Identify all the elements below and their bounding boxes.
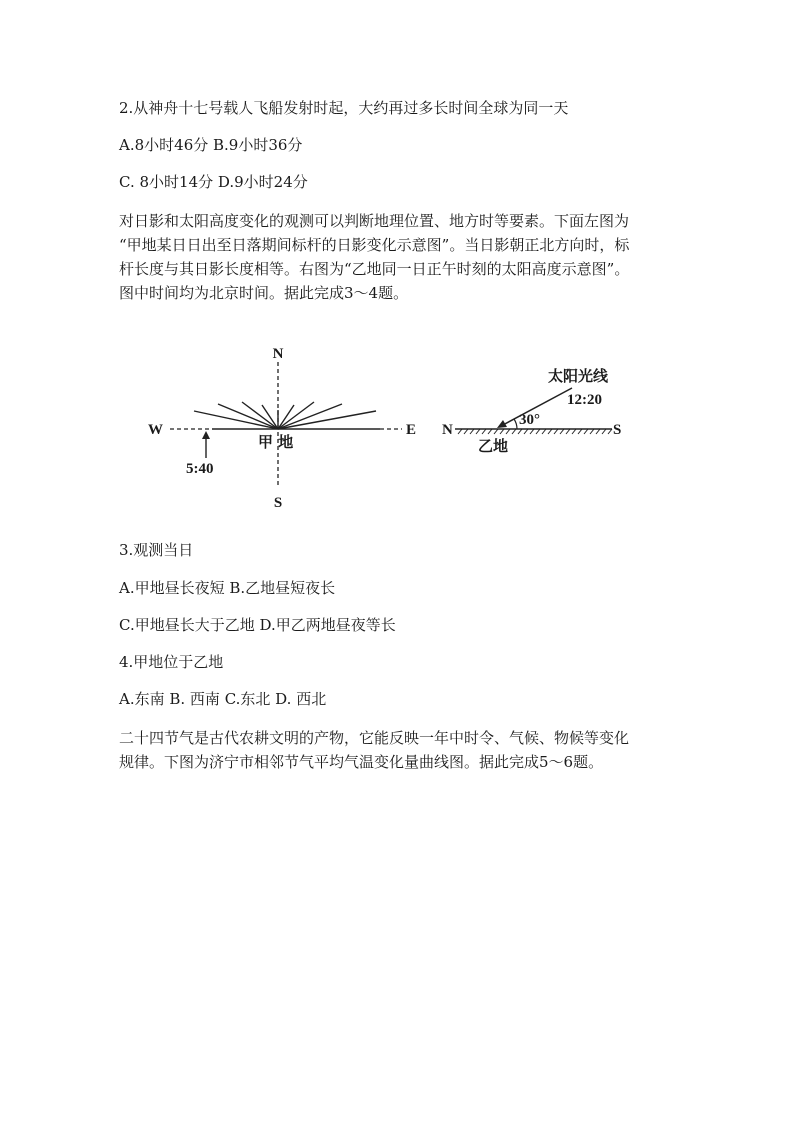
angle-arc: [514, 419, 517, 429]
shadow-line: [278, 411, 376, 429]
south-label: S: [273, 495, 283, 511]
intro-line: “甲地某日日出至日落期间标杆的日影变化示意图”。当日影朝正北方向时，标: [119, 236, 630, 254]
place-jia-label: 甲 地: [258, 433, 294, 451]
place-yi-label: 乙地: [478, 437, 509, 455]
question-4-stem: 4.甲地位于乙地: [119, 653, 224, 671]
intro-line: 二十四节气是古代农耕文明的产物，它能反映一年中时令、气候、物候等变化: [119, 729, 630, 747]
sun-ray-label: 太阳光线: [548, 367, 609, 385]
north-label-right: N: [442, 422, 453, 438]
question-3-stem: 3.观测当日: [119, 541, 194, 559]
question-3-options-ab: A.甲地昼长夜短 B.乙地昼短夜长: [119, 579, 336, 597]
south-label-right: S: [613, 422, 622, 438]
north-label: N: [272, 346, 284, 362]
intro-paragraph-solar-terms: [119, 726, 679, 774]
question-2-options-ab: A.8小时46分 B.9小时36分: [119, 136, 303, 154]
intro-line: 图中时间均为北京时间。据此完成3～4题。: [119, 284, 409, 302]
noon-time-label: 12:20: [567, 392, 602, 408]
shadow-line: [278, 404, 342, 429]
east-label: E: [406, 422, 417, 438]
sun-angle-label: 30°: [519, 412, 540, 428]
sunrise-arrow-head: [202, 431, 210, 439]
figure-left-shadow-diagram: [148, 346, 416, 511]
shadow-lines: [194, 402, 376, 429]
question-2-stem: 2.从神舟十七号载人飞船发射时起，大约再过多长时间全球为同一天: [119, 99, 569, 117]
question-4-options: A.东南 B. 西南 C.东北 D. 西北: [119, 690, 327, 708]
question-3-options-cd: C.甲地昼长大于乙地 D.甲乙两地昼夜等长: [119, 616, 396, 634]
shadow-line: [278, 402, 314, 429]
intro-line: 杆长度与其日影长度相等。右图为“乙地同一日正午时刻的太阳高度示意图”。: [119, 260, 630, 278]
figure-shadow-and-sun-altitude: [0, 0, 794, 560]
sunrise-time-label: 5:40: [186, 461, 214, 477]
figure-right-sun-altitude: [442, 367, 621, 455]
question-2-options-cd: C. 8小时14分 D.9小时24分: [119, 173, 308, 191]
intro-line: 规律。下图为济宁市相邻节气平均气温变化量曲线图。据此完成5～6题。: [119, 753, 604, 771]
west-label: W: [148, 422, 163, 438]
intro-line: 对日影和太阳高度变化的观测可以判断地理位置、地方时等要素。下面左图为: [119, 212, 630, 230]
